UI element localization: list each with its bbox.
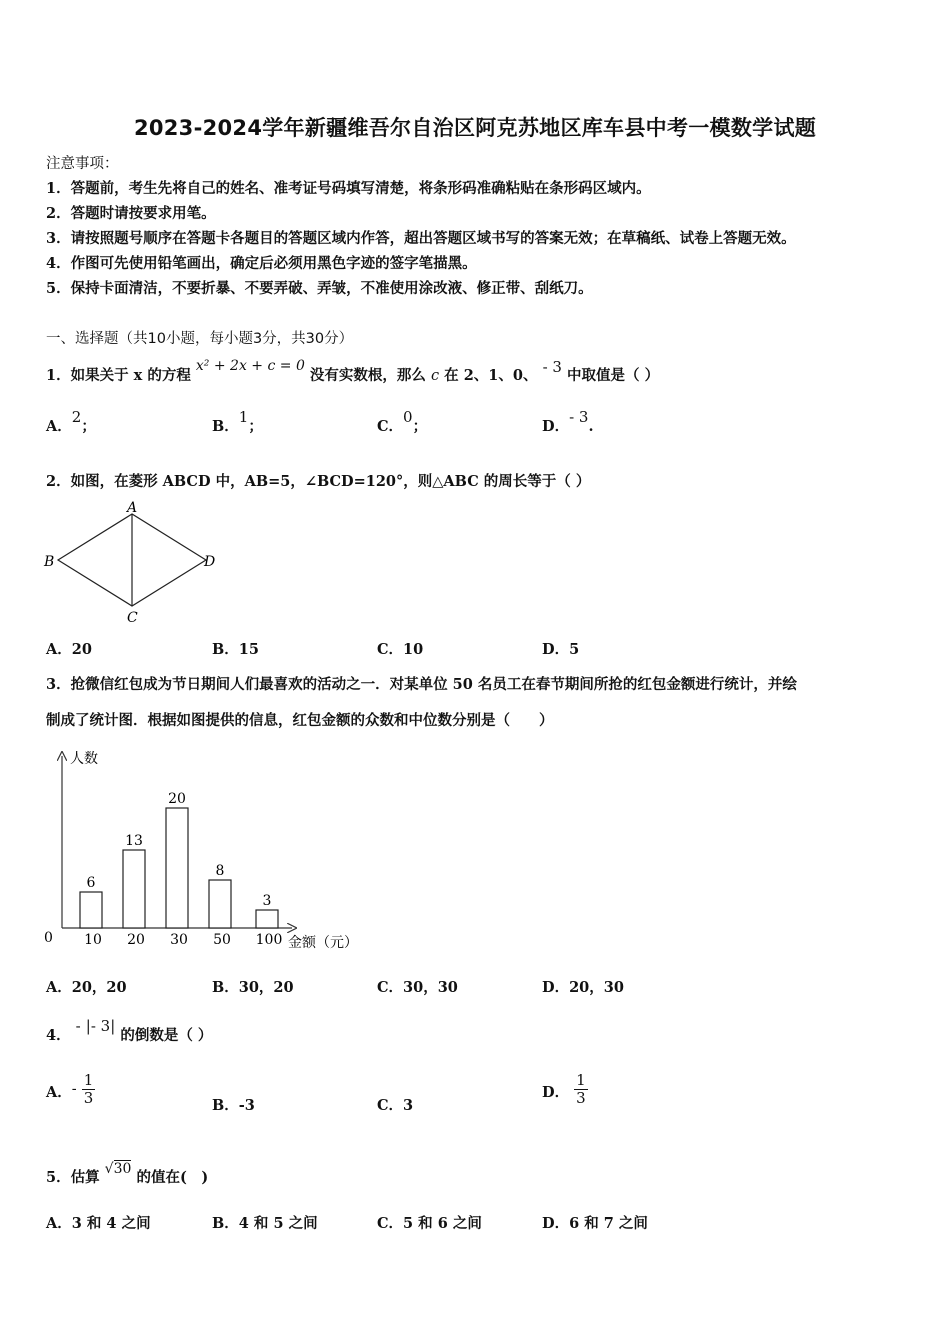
option-sep: ； [412, 418, 428, 435]
tick-label-100: 100 [255, 932, 283, 948]
q2-option-a[interactable]: A．20 [46, 641, 92, 658]
fraction [82, 1072, 96, 1107]
q1-option-d[interactable] [542, 408, 594, 436]
q1-end: 中取值是（ ） [567, 367, 660, 384]
q5-option-b[interactable]: B．4 和 5 之间 [212, 1215, 318, 1232]
note-item-4: 4．作图可先使用铅笔画出，确定后必须用黑色字迹的签字笔描黑。 [46, 255, 477, 272]
question-5 [46, 1161, 209, 1187]
tick-label-50: 50 [213, 932, 231, 948]
q1-neg3: - 3 [542, 358, 562, 376]
option-label: A． [46, 418, 72, 435]
data-label-100: 3 [262, 893, 272, 909]
bar-50 [209, 880, 231, 928]
bar-30 [166, 808, 188, 928]
option-value: 0 [403, 408, 413, 426]
tick-label-10: 10 [84, 932, 102, 948]
data-label-20: 13 [125, 833, 143, 849]
q3-option-c[interactable]: C．30，30 [377, 979, 458, 996]
y-axis-label: 人数 [70, 751, 98, 767]
label-a: A [127, 500, 138, 516]
q1-equation: x² + 2x + c = 0 [195, 358, 305, 374]
q5-option-d[interactable]: D．6 和 7 之间 [542, 1215, 648, 1232]
option-sep: ； [248, 418, 263, 435]
label-d: D [204, 554, 216, 570]
data-label-50: 8 [215, 863, 225, 879]
notes-heading: 注意事项： [46, 156, 119, 172]
q5-radicand: 30 [113, 1161, 132, 1177]
option-sign: - [71, 1081, 77, 1098]
q5-post: 的值在( ) [136, 1169, 209, 1186]
q5-prefix: 5．估算 [46, 1169, 100, 1186]
q2-option-d[interactable]: D．5 [542, 641, 580, 658]
option-sep: ； [81, 418, 96, 435]
q4-option-a[interactable] [46, 1072, 95, 1107]
q5-option-c[interactable]: C．5 和 6 之间 [377, 1215, 482, 1232]
q3-option-b[interactable]: B．30，20 [212, 979, 294, 996]
q1-option-b[interactable] [212, 408, 263, 436]
q1-mid: 没有实数根，那么 [309, 367, 426, 384]
q2-option-c[interactable]: C．10 [377, 641, 424, 658]
fraction [574, 1072, 588, 1107]
q4-number: 4． [46, 1027, 71, 1044]
q5-sqrt: √30 [104, 1161, 132, 1177]
option-label: B． [212, 418, 239, 435]
denominator: 3 [83, 1089, 94, 1107]
q3-option-d[interactable]: D．20，30 [542, 979, 624, 996]
label-c: C [127, 610, 138, 626]
x-axis-label: 金额（元） [288, 935, 358, 951]
option-label: D． [542, 1083, 570, 1101]
numerator: 1 [576, 1071, 586, 1089]
q4-option-c[interactable]: C．3 [377, 1097, 414, 1114]
bar-chart [36, 744, 376, 956]
q1-var: c [430, 368, 440, 384]
option-value: 1 [238, 408, 249, 426]
q3-option-a[interactable]: A．20，20 [46, 979, 127, 996]
question-3-line2: 制成了统计图．根据如图提供的信息，红包金额的众数和中位数分别是（ ） [46, 712, 554, 729]
option-label: C． [377, 418, 404, 435]
bar-20 [123, 850, 145, 928]
question-1 [46, 358, 660, 385]
note-item-1: 1．答题前，考生先将自己的姓名、准考证号码填写清楚，将条形码准确粘贴在条形码区域内。 [46, 180, 651, 197]
numerator: 1 [83, 1071, 94, 1089]
tick-label-20: 20 [127, 932, 145, 948]
section-heading: 一、选择题（共10小题，每小题3分，共30分） [46, 331, 354, 347]
note-item-3: 3．请按照题号顺序在答题卡各题目的答题区域内作答，超出答题区域书写的答案无效；在草稿纸、试卷上答题无效。 [46, 230, 796, 247]
tick-label-30: 30 [170, 932, 188, 948]
note-item-5: 5．保持卡面清洁，不要折暴、不要弄破、弄皱，不准使用涂改液、修正带、刮纸刀。 [46, 280, 593, 297]
option-label: D． [542, 418, 570, 435]
q1-option-c[interactable] [377, 408, 428, 436]
data-label-10: 6 [86, 875, 96, 891]
q5-option-a[interactable]: A．3 和 4 之间 [46, 1215, 151, 1232]
page-title: 2023-2024学年新疆维吾尔自治区阿克苏地区库车县中考一模数学试题 [133, 116, 817, 140]
option-sep: . [588, 418, 594, 435]
label-b: B [44, 554, 55, 570]
bar-10 [80, 892, 102, 928]
q4-expr-neg: - [75, 1017, 81, 1035]
option-label: A． [46, 1083, 72, 1101]
question-4 [46, 1017, 213, 1045]
q1-option-a[interactable] [46, 408, 96, 436]
q4-post: 的倒数是（ ） [120, 1027, 213, 1044]
q1-post: 在 2、1、0、 [444, 367, 538, 384]
bar-100 [256, 910, 278, 928]
note-item-2: 2．答题时请按要求用笔。 [46, 205, 216, 222]
q4-expr-abs: |- 3| [85, 1017, 116, 1035]
option-value: 2 [71, 408, 82, 426]
q1-prefix: 1．如果关于 x 的方程 [46, 367, 191, 384]
q4-option-b[interactable]: B．-3 [212, 1097, 255, 1114]
option-value: - 3 [569, 408, 589, 426]
denominator: 3 [576, 1089, 586, 1107]
data-label-30: 20 [168, 791, 186, 807]
origin-label: 0 [44, 930, 53, 946]
question-2: 2．如图，在菱形 ABCD 中，AB=5，∠BCD=120°，则△ABC 的周长等于（ ） [46, 473, 591, 490]
question-3-line1: 3．抢微信红包成为节日期间人们最喜欢的活动之一．对某单位 50 名员工在春节期间所抢的红包金额进行统计，并绘 [46, 676, 797, 693]
q2-option-b[interactable]: B．15 [212, 641, 259, 658]
rhombus-diagram [40, 498, 230, 628]
q4-option-d[interactable] [542, 1072, 588, 1107]
